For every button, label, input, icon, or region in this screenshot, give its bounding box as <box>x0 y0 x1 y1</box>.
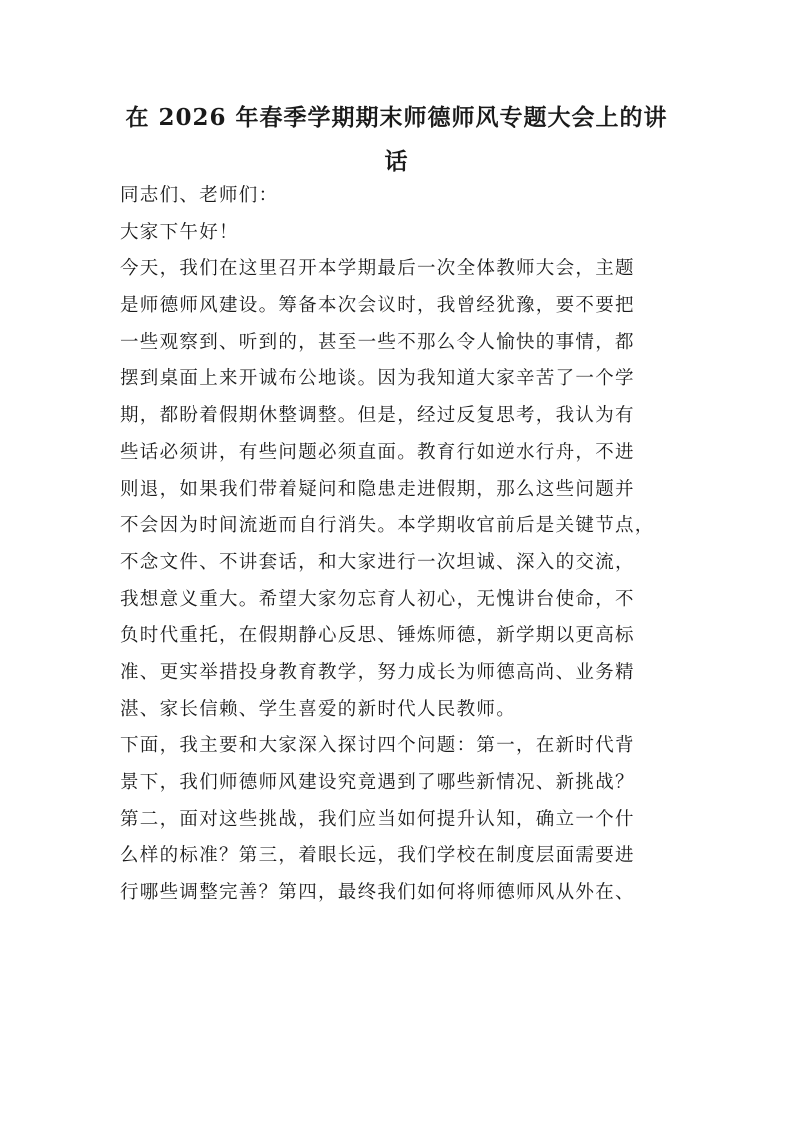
text-line: 今天，我们在这里召开本学期最后一次全体教师大会，主题 <box>120 258 635 280</box>
text-line: 负时代重托，在假期静心反思、锤炼师德，新学期以更高标 <box>120 625 635 647</box>
text-line: 不念文件、不讲套话，和大家进行一次坦诚、深入的交流， <box>120 551 635 573</box>
text-line: 摆到桌面上来开诚布公地谈。因为我知道大家辛苦了一个学 <box>120 368 635 390</box>
text-line: 些话必须讲，有些问题必须直面。教育行如逆水行舟，不进 <box>120 441 635 463</box>
text-line: 是师德师风建设。筹备本次会议时，我曾经犹豫，要不要把 <box>120 295 635 317</box>
paragraph-salutation <box>120 178 680 215</box>
text-line: 么样的标准？第三，着眼长远，我们学校在制度层面需要进 <box>120 845 635 867</box>
text-line: 下面，我主要和大家深入探讨四个问题：第一，在新时代背 <box>120 735 635 757</box>
text-line: 我想意义重大。希望大家勿忘育人初心，无愧讲台使命，不 <box>120 588 635 610</box>
text-line: 不会因为时间流逝而自行消失。本学期收官前后是关键节点， <box>120 515 655 537</box>
text-line: 期，都盼着假期休整调整。但是，经过反复思考，我认为有 <box>120 405 635 427</box>
document-body <box>120 178 680 912</box>
paragraph-topics <box>120 728 680 911</box>
text-line: 湛、家长信赖、学生喜爱的新时代人民教师。 <box>120 698 517 720</box>
text-line: 大家下午好！ <box>120 221 239 243</box>
text-line: 第二，面对这些挑战，我们应当如何提升认知，确立一个什 <box>120 808 635 830</box>
text-line: 同志们、老师们： <box>120 185 279 206</box>
document-title: 在 2026 年春季学期期末师德师风专题大会上的讲话 <box>125 104 668 175</box>
paragraph-greeting <box>120 215 680 252</box>
text-line: 一些观察到、听到的，甚至一些不那么令人愉快的事情，都 <box>120 331 635 353</box>
text-line: 景下，我们师德师风建设究竟遇到了哪些新情况、新挑战？ <box>120 772 635 793</box>
text-line: 行哪些调整完善？第四，最终我们如何将师德师风从外在、 <box>120 882 635 904</box>
text-line: 准、更实举措投身教育教学，努力成长为师德高尚、业务精 <box>120 661 635 683</box>
paragraph-opening <box>120 251 680 728</box>
text-line: 则退，如果我们带着疑问和隐患走进假期，那么这些问题并 <box>120 478 635 500</box>
